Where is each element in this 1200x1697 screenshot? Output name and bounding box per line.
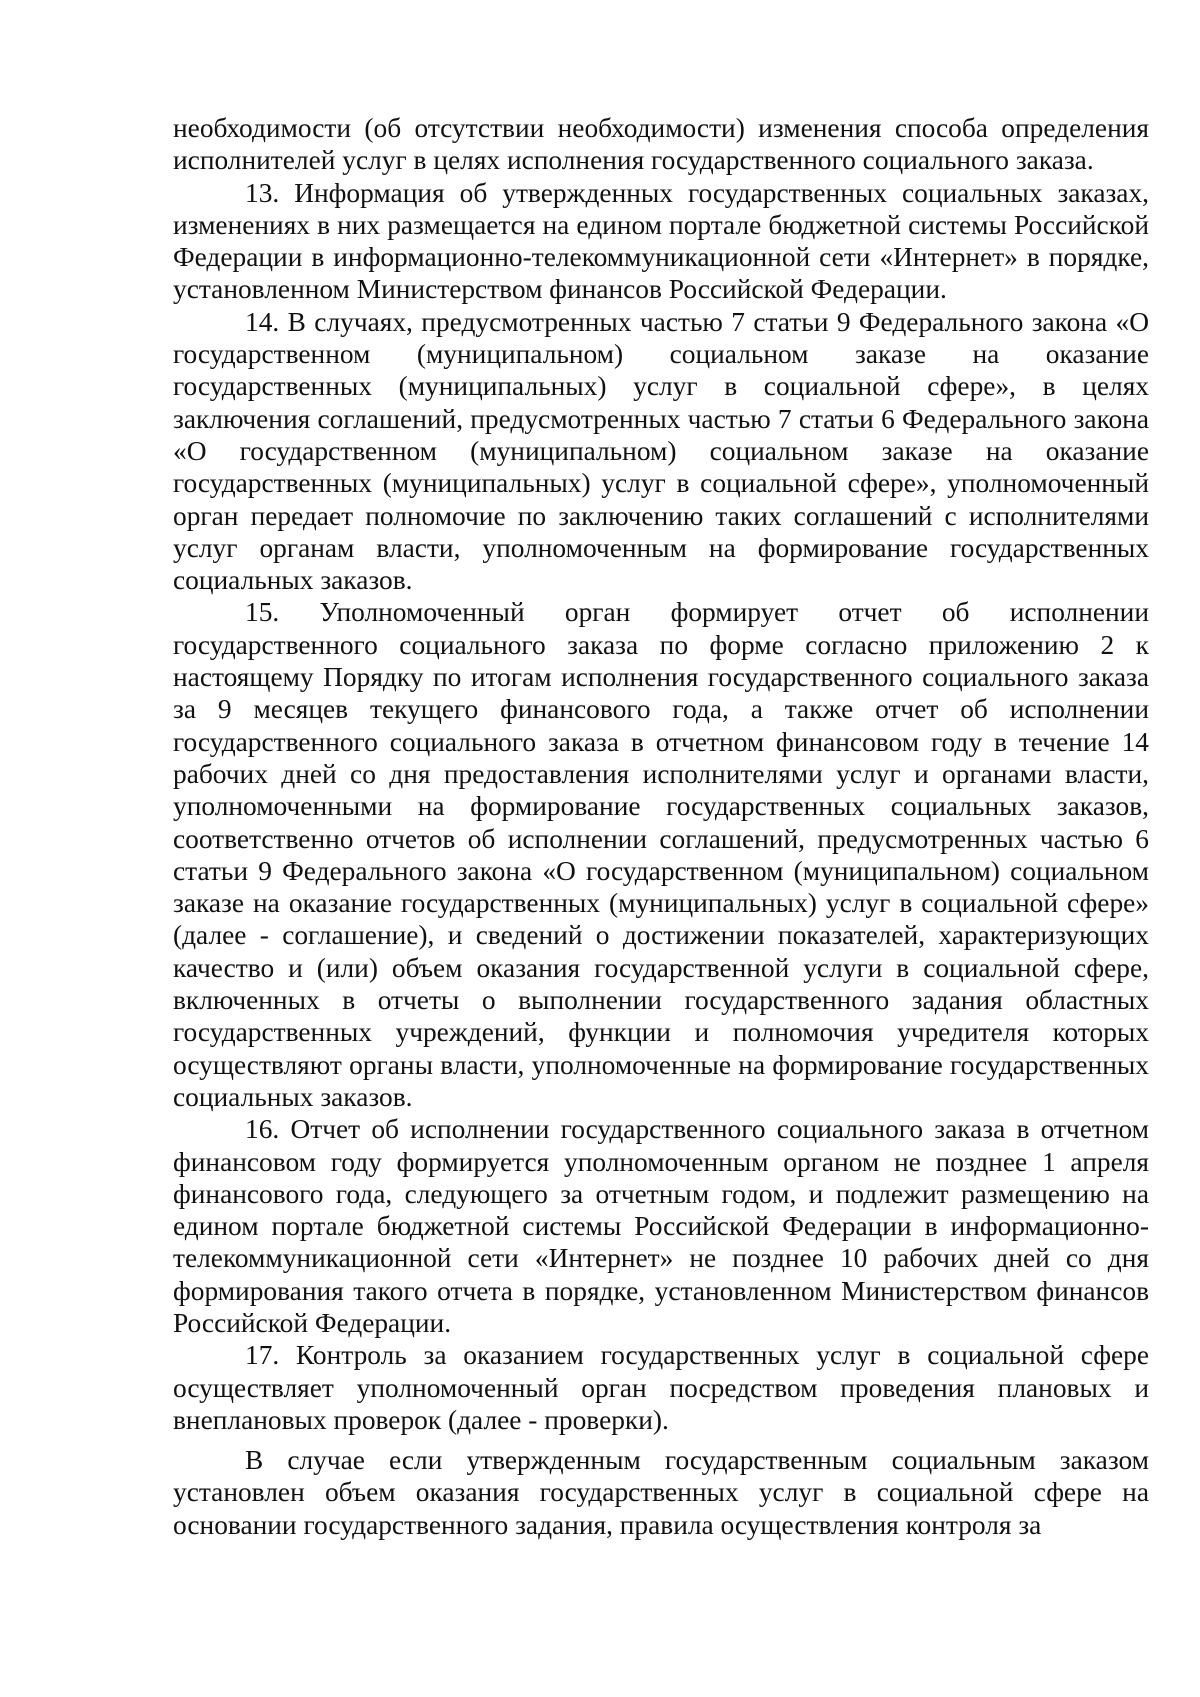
paragraph-15: 15. Уполномоченный орган формирует отчет об исполнении государственного социального заказа по форме согласно приложению 2 к настоящему Порядку по итогам исполнения государственного социального заказа за 9 месяцев текущего финансового года, а также отчет об исполнении государственного социального заказа в отчетном финансовом году в течение 14 рабочих дней со дня предоставления исполнителями услуг и органами власти, уполномоченными на формирование государственных социальных заказов, соответственно отчетов об исполнении соглашений, предусмотренных частью 6 статьи 9 Федерального закона «О государственном (муниципальном) социальном заказе на оказание государственных (муниципальных) услуг в социальной сфере» (далее - соглашение), и сведений о достижении показателей, характеризующих качество и (или) объем оказания государственной услуги в социальной сфере, включенных в отчеты о выполнении государственного задания областных государственных учреждений, функции и полномочия учредителя которых осуществляют органы власти, уполномоченные на формирование государственных социальных заказов. <box>173 597 1149 1112</box>
paragraph-17-continued: В случае если утвержденным государственным социальным заказом установлен объем оказания государственных услуг в социальной сфере на основании государственного задания, правила осуществления контроля за <box>173 1445 1149 1540</box>
paragraph-continuation: необходимости (об отсутствии необходимости) изменения способа определения исполнителей услуг в целях исполнения государственного социального заказа. <box>173 113 1149 176</box>
paragraph-14: 14. В случаях, предусмотренных частью 7 статьи 9 Федерального закона «О государственном (муниципальном) социальном заказе на оказание государственных (муниципальных) услуг в социальной сфере», в целях заключения соглашений, предусмотренных частью 7 статьи 6 Федерального закона «О государственном (муниципальном) социальном заказе на оказание государственных (муниципальных) услуг в социальной сфере», уполномоченный орган передает полномочие по заключению таких соглашений с исполнителями услуг органам власти, уполномоченным на формирование государственных социальных заказов. <box>173 306 1149 596</box>
document-body <box>173 112 1149 1541</box>
paragraph-17: 17. Контроль за оказанием государственных услуг в социальной сфере осуществляет уполномоченный орган посредством проведения плановых и внеплановых проверок (далее - проверки). <box>173 1340 1149 1435</box>
paragraph-16: 16. Отчет об исполнении государственного социального заказа в отчетном финансовом году формируется уполномоченным органом не позднее 1 апреля финансового года, следующего за отчетным годом, и подлежит размещению на едином портале бюджетной системы Российской Федерации в информационно-телекоммуникационной сети «Интернет» не позднее 10 рабочих дней со дня формирования такого отчета в порядке, установленном Министерством финансов Российской Федерации. <box>173 1114 1149 1338</box>
paragraph-13: 13. Информация об утвержденных государственных социальных заказах, изменениях в них размещается на едином портале бюджетной системы Российской Федерации в информационно-телекоммуникационной сети «Интернет» в порядке, установленном Министерством финансов Российской Федерации. <box>173 177 1149 305</box>
